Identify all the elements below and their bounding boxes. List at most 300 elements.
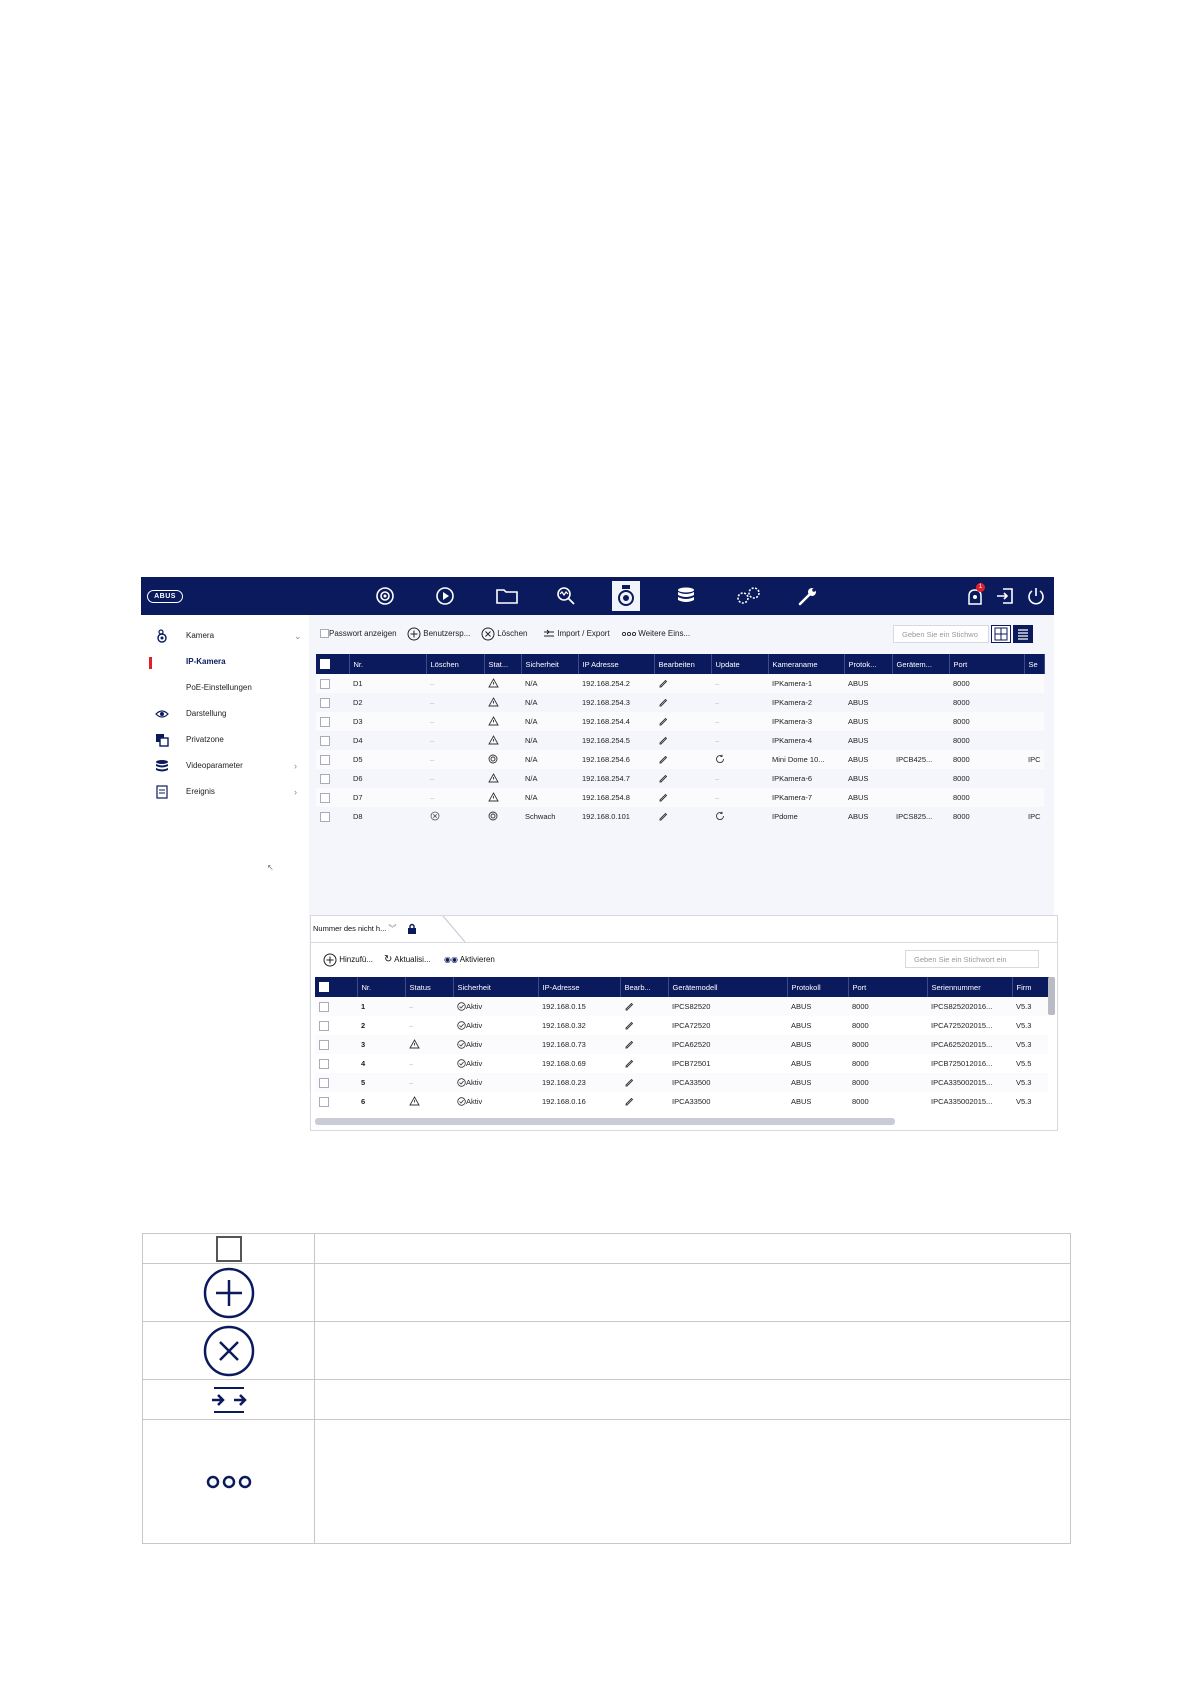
column-header[interactable]: Protok...: [844, 654, 892, 674]
select-all-checkbox[interactable]: [316, 654, 349, 674]
sidebar-item-kamera[interactable]: [141, 625, 309, 647]
port: 8000: [949, 750, 1024, 769]
serial-prefix: [1024, 769, 1044, 788]
user-password-label: Benutzersp...: [423, 629, 471, 639]
online-status-icon: [484, 807, 521, 826]
firmware: V5.5: [1016, 1059, 1032, 1068]
checkbox-icon: [319, 1040, 329, 1050]
serial-prefix: [1024, 731, 1044, 750]
ip-address: 192.168.0.101: [582, 812, 630, 821]
storage-icon[interactable]: [674, 585, 698, 607]
ip-address: 192.168.0.16: [542, 1097, 586, 1106]
security-status: [453, 1092, 538, 1111]
security-level: N/A: [521, 712, 578, 731]
delete-label: Löschen: [497, 629, 528, 639]
edit-icon[interactable]: [620, 1016, 668, 1035]
firmware: V5.3: [1016, 1021, 1032, 1030]
serial-prefix: IPC: [1028, 812, 1041, 821]
table-row[interactable]: [316, 693, 1044, 712]
delete-button[interactable]: [481, 627, 527, 641]
activate-label: Aktivieren: [459, 955, 495, 964]
security-level: N/A: [521, 788, 578, 807]
column-header[interactable]: Status: [405, 977, 453, 997]
more-settings-button[interactable]: [622, 627, 690, 641]
table-row[interactable]: [315, 1092, 1048, 1111]
camera-name: IPKamera-1: [768, 674, 844, 693]
row-checkbox[interactable]: [316, 807, 349, 826]
security-status: [453, 1035, 538, 1054]
sidebar: [141, 615, 309, 1091]
activate-button[interactable]: [444, 953, 495, 967]
empty-cell: –: [430, 698, 435, 707]
table-row[interactable]: [316, 769, 1044, 788]
empty-cell: –: [426, 788, 484, 807]
security-status: [453, 1054, 538, 1073]
mouse-cursor-icon: ↖: [267, 863, 274, 872]
table-row[interactable]: [316, 712, 1044, 731]
ip-address: 192.168.0.73: [538, 1035, 620, 1054]
ip-address: 192.168.0.15: [538, 997, 620, 1016]
column-header[interactable]: IP-Adresse: [538, 977, 620, 997]
empty-cell: –: [405, 997, 453, 1016]
checkbox-icon: [215, 1235, 243, 1263]
row-checkbox[interactable]: [315, 1092, 357, 1111]
sidebar-item-poe-einstellungen[interactable]: [141, 677, 309, 699]
protocol: ABUS: [844, 712, 892, 731]
delete-circle-icon: [481, 627, 495, 641]
device-model: IPCB425...: [892, 750, 949, 769]
legend-description-cell: [315, 1322, 1071, 1380]
update-icon[interactable]: [711, 807, 768, 826]
port: 8000: [953, 736, 970, 745]
security-level: N/A: [525, 774, 538, 783]
edit-icon[interactable]: [620, 1054, 668, 1073]
alarm-icon[interactable]: [963, 585, 987, 607]
device-model: [892, 731, 949, 750]
camera-name: IPdome: [772, 812, 798, 821]
device-number: 1: [357, 997, 405, 1016]
warning-icon: [484, 769, 521, 788]
checkbox-icon: [320, 659, 330, 669]
legend-icon-cell: [143, 1264, 315, 1322]
checkbox-icon: [320, 629, 329, 638]
ip-address: 192.168.254.3: [582, 698, 630, 707]
port: 8000: [852, 1021, 869, 1030]
port: 8000: [949, 712, 1024, 731]
edit-icon[interactable]: [654, 731, 711, 750]
protocol: ABUS: [787, 1035, 848, 1054]
camera-table: [316, 654, 1045, 826]
empty-cell: –: [409, 1021, 414, 1030]
edit-icon[interactable]: [654, 712, 711, 731]
column-header[interactable]: Gerätem...: [892, 654, 949, 674]
row-checkbox[interactable]: [316, 712, 349, 731]
security-label: Aktiv: [466, 1001, 483, 1011]
user-password-button[interactable]: [407, 627, 470, 641]
security-label: Aktiv: [466, 1058, 483, 1068]
live-view-icon[interactable]: [373, 585, 397, 607]
lock-icon[interactable]: [407, 923, 417, 935]
device-model: IPCB72501: [672, 1059, 711, 1068]
selection-indicator: [149, 657, 152, 669]
column-header[interactable]: Bearbeiten: [654, 654, 711, 674]
sidebar-item-ereignis[interactable]: [141, 781, 309, 803]
grid-view-icon: [992, 626, 1010, 642]
legend-icon-cell: [143, 1234, 315, 1264]
table-header-row: [315, 977, 1048, 997]
column-header[interactable]: Port: [949, 654, 1024, 674]
security-status: [453, 997, 538, 1016]
column-header[interactable]: Sicherheit: [453, 977, 538, 997]
sidebar-item-label: Privatzone: [186, 735, 224, 744]
camera-name: IPKamera-6: [772, 774, 813, 783]
row-checkbox[interactable]: [315, 1016, 357, 1035]
show-password-label: Passwort anzeigen: [329, 629, 397, 638]
system-config-icon[interactable]: [733, 585, 763, 607]
table-row[interactable]: [316, 750, 1044, 769]
import-export-icon: [208, 1385, 250, 1415]
row-checkbox[interactable]: [316, 769, 349, 788]
tab-unadded-devices[interactable]: [311, 916, 451, 942]
checkbox-icon: [320, 679, 330, 689]
checkbox-icon: [320, 774, 330, 784]
select-all-checkbox[interactable]: [315, 977, 357, 997]
unadded-devices-panel: [310, 915, 1058, 1131]
column-header[interactable]: Löschen: [426, 654, 484, 674]
column-header[interactable]: Protokoll: [787, 977, 848, 997]
double-chevron-down-icon[interactable]: ︾: [388, 924, 397, 933]
edit-icon[interactable]: [620, 997, 668, 1016]
column-header[interactable]: Bearb...: [620, 977, 668, 997]
legend-icon-cell: [143, 1420, 315, 1544]
camera-name: Mini Dome 10...: [768, 750, 844, 769]
video-param-icon: [155, 759, 169, 773]
panel-tab-row: [311, 916, 1057, 943]
horizontal-scrollbar[interactable]: [315, 1118, 895, 1125]
camera-icon: [155, 629, 169, 643]
edit-icon[interactable]: [620, 1092, 668, 1111]
table-row[interactable]: [315, 1035, 1048, 1054]
row-checkbox[interactable]: [316, 674, 349, 693]
smart-analysis-icon[interactable]: [554, 585, 578, 607]
sidebar-item-label: IP-Kamera: [186, 657, 226, 666]
column-header[interactable]: Stat...: [484, 654, 521, 674]
serial-number: IPCS825202016...: [927, 997, 1012, 1016]
row-checkbox[interactable]: [316, 731, 349, 750]
refresh-button[interactable]: [384, 953, 431, 967]
add-device-button[interactable]: [323, 953, 373, 967]
device-model: IPCA33500: [668, 1073, 787, 1092]
vertical-scrollbar[interactable]: [1048, 977, 1055, 1015]
port: 8000: [852, 1059, 869, 1068]
empty-cell: –: [426, 750, 484, 769]
camera-name: IPKamera-4: [772, 736, 813, 745]
port: 8000: [953, 698, 970, 707]
row-checkbox[interactable]: [316, 750, 349, 769]
serial-prefix: IPC: [1024, 750, 1044, 769]
import-export-button[interactable]: [543, 627, 610, 641]
table-row[interactable]: [316, 674, 1044, 693]
more-options-icon: [622, 631, 636, 637]
tab-label: Nummer des nicht h...: [313, 924, 387, 933]
main-content: [313, 615, 1054, 1106]
protocol: ABUS: [848, 736, 869, 745]
table-row[interactable]: [316, 807, 1044, 826]
refresh-icon: ↻: [384, 954, 393, 965]
sidebar-item-label: Kamera: [186, 631, 215, 640]
serial-prefix: [1024, 693, 1044, 712]
protocol: ABUS: [848, 698, 869, 707]
warning-icon: [484, 674, 521, 693]
table-row[interactable]: [316, 788, 1044, 807]
edit-icon[interactable]: [654, 674, 711, 693]
list-view-button[interactable]: [1013, 625, 1033, 643]
add-circle-icon: [407, 627, 421, 641]
empty-cell: –: [430, 736, 435, 745]
toolbar: [316, 623, 1054, 643]
ip-address: 192.168.254.2: [578, 674, 654, 693]
online-status-icon: [484, 750, 521, 769]
protocol: ABUS: [848, 812, 869, 821]
serial-prefix: [1024, 674, 1044, 693]
device-model: IPCA33500: [672, 1097, 711, 1106]
privacy-icon: [155, 733, 169, 747]
security-level: N/A: [525, 736, 538, 745]
sidebar-item-darstellung[interactable]: [141, 703, 309, 725]
column-header[interactable]: Nr.: [349, 654, 426, 674]
serial-number: IPCA625202015...: [927, 1035, 1012, 1054]
file-manager-icon[interactable]: [493, 585, 521, 607]
column-header[interactable]: Sicherheit: [521, 654, 578, 674]
legend-description-cell: [315, 1234, 1071, 1264]
security-label: Aktiv: [466, 1020, 483, 1030]
device-number: D4: [353, 736, 363, 745]
security-status: [453, 1073, 538, 1092]
protocol: ABUS: [844, 750, 892, 769]
device-number: D5: [349, 750, 426, 769]
edit-icon[interactable]: [654, 769, 711, 788]
device-number: D8: [353, 812, 363, 821]
device-model: IPCS825...: [896, 812, 933, 821]
edit-icon[interactable]: [654, 807, 711, 826]
checkbox-icon: [319, 1002, 329, 1012]
protocol: ABUS: [787, 997, 848, 1016]
protocol: ABUS: [787, 1073, 848, 1092]
firmware: V5.3: [1012, 1073, 1048, 1092]
device-search-input[interactable]: Geben Sie ein Stichwort ein: [905, 950, 1039, 968]
device-number: D2: [353, 698, 363, 707]
maintenance-icon[interactable]: [796, 585, 820, 607]
table-row[interactable]: [315, 997, 1048, 1016]
security-label: Aktiv: [466, 1039, 483, 1049]
import-export-icon: [543, 629, 555, 639]
column-header[interactable]: Seriennummer: [927, 977, 1012, 997]
table-row[interactable]: [315, 1054, 1048, 1073]
checkbox-icon: [319, 982, 329, 992]
port: 8000: [953, 812, 970, 821]
delete-circle-icon[interactable]: [426, 807, 484, 826]
protocol: ABUS: [848, 774, 869, 783]
unadded-device-table: [315, 977, 1049, 1111]
ip-address: 192.168.254.6: [578, 750, 654, 769]
search-input[interactable]: Geben Sie ein Stichwo: [893, 625, 989, 643]
checkbox-icon: [320, 736, 330, 746]
import-export-label: Import / Export: [557, 629, 610, 638]
add-device-label: Hinzufü...: [339, 955, 374, 965]
row-checkbox[interactable]: [316, 788, 349, 807]
firmware: V5.3: [1012, 1035, 1048, 1054]
empty-cell: –: [711, 674, 768, 693]
protocol: ABUS: [844, 788, 892, 807]
row-checkbox[interactable]: [316, 693, 349, 712]
warning-icon: [405, 1035, 453, 1054]
edit-icon[interactable]: [654, 788, 711, 807]
column-header[interactable]: Update: [711, 654, 768, 674]
ip-address: 192.168.0.23: [538, 1073, 620, 1092]
camera-name: IPKamera-2: [772, 698, 813, 707]
edit-icon[interactable]: [620, 1073, 668, 1092]
nvr-app-window: [141, 577, 1054, 1106]
checkbox-icon: [319, 1021, 329, 1031]
table-row[interactable]: [316, 731, 1044, 750]
protocol: ABUS: [791, 1021, 812, 1030]
power-icon[interactable]: [1024, 585, 1048, 607]
add-circle-icon: [323, 953, 337, 967]
delete-circle-icon: [202, 1324, 256, 1378]
empty-cell: –: [715, 736, 720, 745]
security-level: N/A: [525, 698, 538, 707]
playback-icon[interactable]: [433, 585, 457, 607]
serial-number: IPCA335002015...: [931, 1097, 993, 1106]
legend-description-cell: [315, 1420, 1071, 1544]
row-checkbox[interactable]: [315, 1054, 357, 1073]
refresh-label: Aktualisi...: [394, 955, 431, 964]
empty-cell: –: [409, 1059, 414, 1068]
table-row[interactable]: [315, 1016, 1048, 1035]
table-header-row: [316, 654, 1044, 674]
checkbox-icon: [320, 793, 330, 803]
row-checkbox[interactable]: [315, 1035, 357, 1054]
device-model: IPCS82520: [668, 997, 787, 1016]
serial-number: IPCA725202015...: [931, 1021, 993, 1030]
device-number: 2: [361, 1021, 366, 1030]
security-label: Aktiv: [466, 1096, 483, 1106]
list-view-icon: [1014, 626, 1032, 642]
device-number: 3: [357, 1035, 405, 1054]
camera-icon[interactable]: [612, 581, 640, 611]
ip-address: 192.168.254.7: [582, 774, 630, 783]
row-checkbox[interactable]: [315, 1073, 357, 1092]
warning-icon: [484, 731, 521, 750]
device-number: 4: [361, 1059, 366, 1068]
add-circle-icon: [202, 1266, 256, 1320]
row-checkbox[interactable]: [315, 997, 357, 1016]
port: 8000: [949, 788, 1024, 807]
column-header[interactable]: Firm: [1012, 977, 1048, 997]
legend-description-cell: [315, 1264, 1071, 1322]
eye-icon: [155, 707, 169, 721]
device-model: IPCA62520: [668, 1035, 787, 1054]
activate-icon: ◉◉: [444, 955, 458, 964]
empty-cell: –: [405, 1073, 453, 1092]
alarm-badge: 1: [976, 583, 985, 592]
sidebar-item-label: Ereignis: [186, 787, 215, 796]
ip-address: 192.168.0.69: [542, 1059, 586, 1068]
event-icon: [155, 785, 169, 799]
update-icon[interactable]: [711, 750, 768, 769]
checkbox-icon: [320, 812, 330, 822]
device-model: [892, 769, 949, 788]
edit-icon[interactable]: [654, 750, 711, 769]
checkbox-icon: [319, 1097, 329, 1107]
column-header[interactable]: Kameraname: [768, 654, 844, 674]
port: 8000: [848, 997, 927, 1016]
ip-address: 192.168.254.4: [578, 712, 654, 731]
port: 8000: [852, 1097, 869, 1106]
warning-icon: [484, 693, 521, 712]
chevron-down-icon: ⌄: [294, 631, 302, 641]
firmware: V5.3: [1012, 997, 1048, 1016]
device-number: 5: [357, 1073, 405, 1092]
camera-name: IPKamera-7: [768, 788, 844, 807]
sidebar-item-privatzone[interactable]: [141, 729, 309, 751]
device-number: D7: [349, 788, 426, 807]
checkbox-icon: [320, 717, 330, 727]
empty-cell: –: [711, 788, 768, 807]
show-password-checkbox[interactable]: [320, 627, 397, 641]
table-row[interactable]: [315, 1073, 1048, 1092]
firmware: V5.3: [1016, 1097, 1032, 1106]
column-header[interactable]: IP Adresse: [578, 654, 654, 674]
empty-cell: –: [426, 712, 484, 731]
ip-address: 192.168.0.32: [542, 1021, 586, 1030]
edit-icon[interactable]: [654, 693, 711, 712]
grid-view-button[interactable]: [991, 625, 1011, 643]
checkbox-icon: [319, 1078, 329, 1088]
device-number: D6: [353, 774, 363, 783]
column-header[interactable]: Port: [848, 977, 927, 997]
warning-icon: [405, 1092, 453, 1111]
chevron-right-icon: ›: [294, 787, 297, 797]
device-model: [892, 693, 949, 712]
checkbox-icon: [319, 1059, 329, 1069]
device-number: 6: [361, 1097, 366, 1106]
port: 8000: [848, 1073, 927, 1092]
column-header[interactable]: Se: [1024, 654, 1044, 674]
column-header[interactable]: Nr.: [357, 977, 405, 997]
logout-icon[interactable]: [993, 585, 1017, 607]
serial-number: IPCB725012016...: [931, 1059, 993, 1068]
port: 8000: [949, 674, 1024, 693]
serial-prefix: [1024, 788, 1044, 807]
security-status: [453, 1016, 538, 1035]
device-model: [892, 788, 949, 807]
sidebar-item-videoparameter[interactable]: [141, 755, 309, 777]
port: 8000: [848, 1035, 927, 1054]
edit-icon[interactable]: [620, 1035, 668, 1054]
empty-cell: –: [715, 698, 720, 707]
tab-edge: [443, 916, 473, 942]
more-options-icon: [205, 1474, 253, 1490]
checkbox-icon: [320, 755, 330, 765]
port: 8000: [953, 774, 970, 783]
column-header[interactable]: Gerätemodell: [668, 977, 787, 997]
security-level: N/A: [521, 750, 578, 769]
empty-cell: –: [430, 774, 435, 783]
sidebar-item-label: PoE-Einstellungen: [186, 683, 252, 692]
legend-description-cell: [315, 1380, 1071, 1420]
sidebar-item-ip-kamera[interactable]: [141, 651, 309, 673]
